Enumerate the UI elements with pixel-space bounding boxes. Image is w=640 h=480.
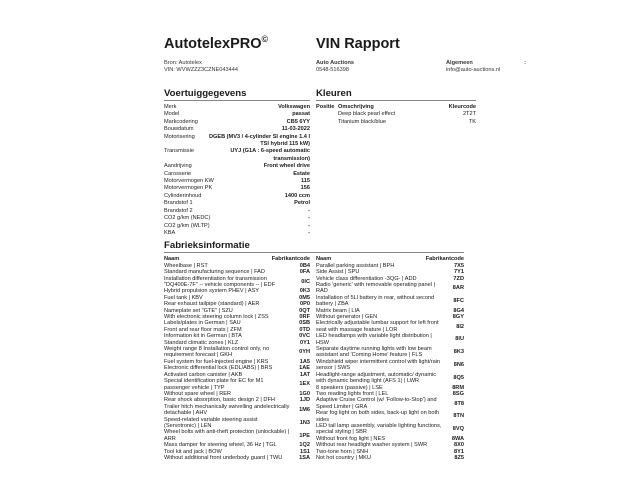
vehicle-field-value: 115 — [300, 178, 310, 185]
option-name: Information kit in German | BTA — [164, 333, 242, 340]
vehicle-row — [164, 185, 310, 192]
option-code: 8T8 — [454, 400, 464, 407]
vehicle-row — [164, 178, 310, 185]
option-name: With electronic steering column lock | ZSS — [164, 314, 269, 321]
options-column-left — [164, 256, 310, 461]
option-code: 8K3 — [453, 349, 464, 356]
vehicle-field-value: Volkswagen — [278, 104, 310, 110]
option-name: Headlight-range adjustment, automatic/ dynamic with dynamic bending light (AFS 1) | LWR — [316, 371, 437, 385]
option-name: Mass damper for steering wheel, 36 Hz | TGL — [164, 442, 277, 449]
vehicle-field-value: Petrol — [294, 200, 310, 207]
option-code: 1S1 — [300, 448, 310, 455]
vehicle-row — [164, 163, 310, 170]
source-info — [164, 60, 238, 75]
option-name: Parallel parking assistant | BPH — [316, 262, 395, 269]
option-code: 8Z5 — [454, 454, 464, 461]
option-row — [316, 346, 464, 359]
options-section-rule — [164, 252, 464, 253]
colors-header-description: Omschrijving — [338, 104, 374, 110]
option-name: Wheel bolts with anti-theft protection (unlockable) | ARR — [164, 429, 290, 442]
option-code: 8G4 — [453, 307, 464, 314]
colors-section-title: Kleuren — [316, 88, 352, 99]
option-code: 0Y1 — [300, 339, 310, 346]
vehicle-row — [164, 230, 310, 237]
vehicle-field-value: - — [308, 215, 310, 222]
option-code: 0VC — [299, 333, 310, 340]
option-row — [316, 455, 464, 461]
vehicle-field-value: passat — [292, 111, 310, 118]
option-name: Rear exhaust tailpipe (standard) | AER — [164, 301, 260, 308]
option-row — [316, 372, 464, 385]
contact-label: Algemeen — [446, 60, 473, 66]
vehicle-field-label: Markcodering — [164, 118, 198, 125]
option-code: 0B4 — [299, 262, 310, 269]
option-code: 7X5 — [454, 262, 464, 269]
vehicle-field-label: Transmissie — [164, 148, 194, 155]
color-position — [316, 119, 338, 126]
option-code: 7ZD — [453, 275, 464, 282]
option-code: 0TD — [299, 326, 310, 333]
option-name: Separate daytime running lights with low beam assistant and 'Coming Home' feature | FLS — [316, 346, 432, 359]
option-name: Tool kit and jack | BOW — [164, 448, 222, 455]
option-name: Wheelbase | RST — [164, 262, 208, 269]
vehicle-row — [164, 208, 310, 215]
option-row — [164, 455, 310, 461]
option-name: Installation of 5Ll battery in rear, without second battery | ZBA — [316, 294, 435, 308]
option-code: 8I2 — [456, 323, 464, 330]
option-name: Hybrid propulsion system PHEV | ASY — [164, 288, 260, 295]
option-code: 1AE — [299, 365, 310, 372]
option-code: 8X0 — [454, 442, 464, 449]
option-code: 8GY — [452, 314, 464, 321]
vehicle-row — [164, 200, 310, 207]
option-name: Standard manufacturing sequence | FAD — [164, 269, 265, 276]
option-name: Electrically adjustable lumbar support for left front seat with massage feature | LOR — [316, 320, 439, 333]
option-row — [164, 378, 310, 391]
option-name: Fuel tank | KBV — [164, 294, 203, 301]
option-name: Installation differentiation for transmission "DQ400E-7F" -- vehicle components -- | EDF — [164, 275, 276, 289]
vehicle-field-value: - — [308, 207, 310, 214]
option-code: 1Q2 — [299, 442, 310, 449]
vehicle-field-value: UYJ (G1A : 6-speed automatic transmission) — [230, 148, 310, 162]
color-description: Titanium black/blue — [338, 118, 386, 125]
color-position — [316, 111, 338, 118]
option-name: Speed-related variable steering assist (Servotronic) | LEN — [164, 416, 258, 429]
option-code: 0M5 — [299, 294, 310, 301]
vehicle-row — [164, 119, 310, 126]
option-name: Not hot country | MKU — [316, 454, 371, 461]
dealer-info — [316, 60, 354, 75]
options-left-header-name: Naam — [164, 256, 180, 262]
option-name: Weight range 8 Installation control only, no requirement forecast | GKH — [164, 346, 270, 359]
options-right-header-code: Fabrikantcode — [425, 256, 464, 262]
option-code: 8VQ — [452, 426, 464, 433]
option-name: LED headlamps with variable light distribution | HSW — [316, 333, 432, 346]
option-name: Trailer hitch mechanically swivelling andelectrically detachable | AHV — [164, 403, 290, 417]
option-code: 8FC — [453, 298, 464, 305]
vehicle-field-value: - — [308, 222, 310, 229]
vehicle-field-label: KBA — [164, 229, 176, 236]
option-code: 1EX — [299, 381, 310, 388]
options-right-header — [316, 256, 464, 262]
vehicle-row — [164, 126, 310, 133]
color-description: Deep black pearl effect — [338, 111, 396, 118]
option-name: Two-tone horn | SNH — [316, 448, 369, 455]
option-code: 0P0 — [300, 301, 310, 308]
option-name: Without front fog light | NES — [316, 435, 385, 442]
option-row — [316, 423, 464, 436]
colors-section-rule — [316, 100, 476, 101]
options-left-header — [164, 256, 310, 262]
dealer-phone: 0548-516398 — [316, 67, 349, 74]
option-code: 1AT — [299, 371, 310, 378]
vehicle-field-label: Model — [164, 111, 180, 118]
option-name: LED tail lamp assembly, variable lighting functions, special styling | SBR — [316, 422, 442, 436]
option-code: 1A5 — [299, 358, 310, 365]
option-code: 0YH — [299, 349, 310, 356]
option-name: Windshield wiper intermittent control with light/rain sensor | SWS — [316, 358, 441, 372]
option-row — [164, 429, 310, 442]
color-code: TK — [468, 118, 476, 125]
option-name: Without additional front underbody guard | TWU — [164, 454, 283, 461]
vehicle-field-label: Brandstof 2 — [164, 207, 193, 214]
vehicle-row — [164, 111, 310, 118]
option-row — [316, 333, 464, 346]
option-name: Matrix beam | LIA — [316, 307, 360, 314]
option-code: 8WA — [451, 435, 464, 442]
option-name: Radio 'generic' with removable operating panel | RAD — [316, 282, 435, 295]
option-name: Adaptive Cruise Control (w/ 'Follow-to-Stop') and Speed Limiter | GRA — [316, 397, 437, 410]
vehicle-row — [164, 104, 310, 111]
vehicle-row — [164, 215, 310, 222]
option-name: Without spare wheel | RER — [164, 390, 232, 397]
option-name: Fuel system for fuel-injected engine | KRS — [164, 358, 269, 365]
option-row — [164, 346, 310, 359]
option-code: 1JD — [299, 397, 310, 404]
color-row — [316, 111, 476, 118]
colors-header — [316, 104, 476, 111]
option-name: Side Assist | SPU — [316, 269, 360, 276]
vehicle-field-value: 156 — [300, 185, 310, 192]
colors-table — [316, 104, 476, 126]
vehicle-field-label: CO2 g/km (WLTP) — [164, 222, 210, 229]
option-name: Rear shock absorption, basic design 2 | DFH — [164, 397, 275, 404]
option-code: 0FA — [299, 269, 310, 276]
option-name: Activated carbon canister | AKB — [164, 371, 243, 378]
vehicle-row — [164, 148, 310, 163]
option-code: 1G0 — [299, 390, 310, 397]
options-column-right — [316, 256, 464, 461]
vehicle-row — [164, 171, 310, 178]
vehicle-field-value: 1400 ccm — [284, 192, 310, 199]
option-name: Rear fog light on both sides, back-up light on both sides — [316, 410, 440, 423]
vehicle-section-title: Voertuiggegevens — [164, 88, 247, 99]
colors-header-code: Kleurcode — [448, 104, 476, 110]
option-code: 8Y1 — [454, 448, 464, 455]
option-code: 8N6 — [453, 362, 464, 369]
option-code: 0SB — [299, 320, 310, 327]
option-name: Without generator | GEN — [316, 314, 378, 321]
brand-title-text: AutotelexPRO — [164, 36, 262, 52]
dealer-name: Auto Auctions — [316, 60, 355, 66]
vehicle-field-value: Front wheel drive — [263, 163, 310, 170]
option-code: 0K3 — [299, 288, 310, 295]
option-name: Labels/plates in German | SAU — [164, 320, 241, 327]
option-row — [164, 276, 310, 289]
vehicle-field-value: Estate — [293, 170, 310, 177]
option-code: 1PE — [299, 432, 310, 439]
options-section-title: Fabrieksinformatie — [164, 240, 250, 251]
option-code: 8AR — [452, 285, 464, 292]
option-name: 8 speakers (passive) | LSE — [316, 384, 383, 391]
vehicle-field-label: CO2 g/km (NEDC) — [164, 215, 211, 222]
option-name: Vehicle class differentiation -3QG- | ADD — [316, 275, 417, 282]
color-row — [316, 119, 476, 126]
vehicle-field-label: Aandrijving — [164, 163, 192, 170]
vehicle-section-rule — [164, 100, 310, 101]
option-row — [316, 410, 464, 423]
vehicle-field-value: - — [308, 229, 310, 236]
vehicle-field-label: Bouwdatum — [164, 126, 194, 133]
vehicle-row — [164, 193, 310, 200]
option-row — [316, 359, 464, 372]
vehicle-field-value: DGEB (MV3 / 4-cylinder SI engine 1.4 l TSI hybrid 115 kW) — [208, 133, 310, 148]
option-name: Front and rear floor mats | ZFM — [164, 326, 242, 333]
option-name: Electronic differential lock (EDL/ABS) | BRS — [164, 365, 273, 372]
option-row — [164, 417, 310, 430]
option-code: 8RM — [452, 384, 464, 391]
vehicle-field-label: Motorvermogen KW — [164, 178, 214, 185]
option-row — [316, 282, 464, 295]
option-name: Two reading lights front | LEL — [316, 390, 389, 397]
option-row — [316, 295, 464, 308]
option-name: Special identification plate for EC for M1 passenger vehicle | TYP — [164, 378, 264, 391]
option-code: 1N3 — [299, 419, 310, 426]
contact-email[interactable]: info@auto-auctions.nl — [446, 67, 501, 74]
option-code: 8IU — [455, 336, 464, 343]
vehicle-field-label: Motorvermogen PK — [164, 185, 213, 192]
vehicle-field-label: Motorisering — [164, 133, 195, 140]
options-left-header-code: Fabrikantcode — [271, 256, 310, 262]
vehicle-field-value: CB5 6YY — [286, 118, 310, 125]
option-row — [316, 397, 464, 410]
brand-title — [164, 36, 268, 52]
option-code: 8SG — [452, 390, 464, 397]
vehicle-field-label: Carosserie — [164, 170, 192, 177]
option-name: Nameplate set "GTE" | SZU — [164, 307, 233, 314]
vehicle-table — [164, 104, 310, 237]
option-code: 0IC — [301, 278, 310, 285]
vehicle-field-value: 11-03-2022 — [281, 126, 310, 133]
option-name: Without rear headlight washer system | SWR — [316, 442, 428, 449]
vehicle-row — [164, 223, 310, 230]
option-row — [316, 320, 464, 333]
option-code: 7Y1 — [454, 269, 464, 276]
vin-line: VIN: WVWZZZ3CZNE043444 — [164, 67, 238, 74]
copyright-mark: © — [261, 34, 269, 44]
vehicle-field-label: Merk — [164, 104, 177, 110]
color-code: 2T2T — [462, 111, 476, 118]
option-code: 1SA — [299, 454, 310, 461]
option-name: Standard climatic zones | KLZ — [164, 339, 239, 346]
contact-sep: : — [524, 60, 526, 66]
vehicle-row — [164, 134, 310, 149]
contact-info — [446, 60, 526, 75]
option-code: 8Q5 — [453, 374, 464, 381]
options-right-header-name: Naam — [316, 256, 332, 262]
option-row — [164, 404, 310, 417]
option-code: 1M6 — [299, 406, 310, 413]
source-line: Bron: Autotelex — [164, 60, 202, 66]
option-code: 0RF — [299, 314, 310, 321]
colors-header-position: Positie — [316, 104, 335, 110]
report-title: VIN Rapport — [316, 36, 400, 52]
vehicle-field-label: Brandstof 1 — [164, 200, 193, 207]
option-code: 8TN — [453, 413, 464, 420]
vehicle-field-label: Cylinderinhoud — [164, 192, 202, 199]
option-code: 0QT — [299, 307, 310, 314]
